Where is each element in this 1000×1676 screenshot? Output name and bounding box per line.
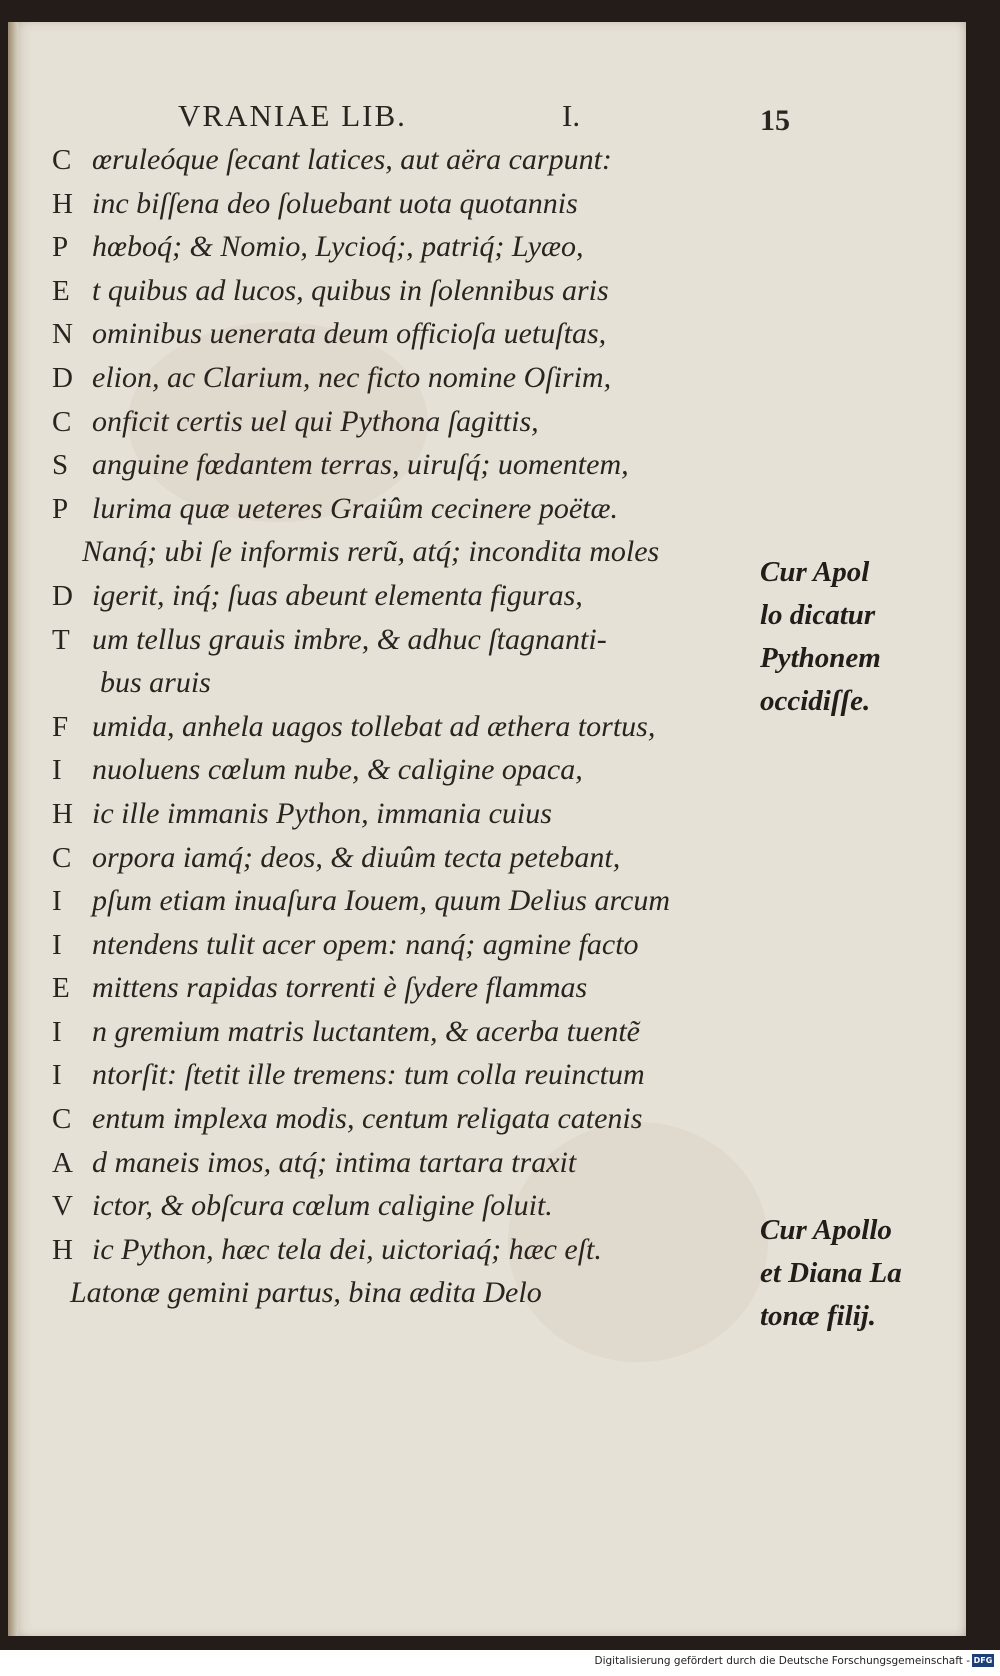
verse-text: d maneis imos, atq́; intima tartara traxit — [92, 1145, 577, 1179]
verse-line — [52, 1015, 732, 1059]
verse-line — [52, 753, 732, 797]
page-gutter-edge — [8, 22, 18, 1636]
verse-line — [52, 448, 732, 492]
verse-text: elion, ac Clarium, nec ficto nomine Oſirim, — [92, 360, 612, 394]
verse-line — [52, 535, 732, 579]
verse-text: n gremium matris luctantem, & acerba tuentẽ — [92, 1014, 640, 1048]
verse-line — [52, 492, 732, 536]
funding-credit: Digitalisierung gefördert durch die Deutsche Forschungsgemeinschaft - — [594, 1655, 970, 1667]
verse-text: orpora iamq́; deos, & diuûm tecta petebant, — [92, 840, 621, 874]
verse-line — [52, 1102, 732, 1146]
verse-text: ic Python, hæc tela dei, uictoriaq́; hæc eſt. — [92, 1232, 602, 1266]
verse-line — [52, 623, 732, 667]
verse-text: umida, anhela uagos tollebat ad æthera tortus, — [92, 709, 656, 743]
verse-text: t quibus ad lucos, quibus in ſolennibus aris — [92, 273, 609, 307]
verse-initial: T — [52, 623, 70, 656]
verse-line — [52, 187, 732, 231]
verse-text: lurima quæ ueteres Graiûm cecinere poëtæ. — [92, 491, 619, 525]
verse-line — [52, 1276, 732, 1320]
book-number: I. — [562, 98, 581, 133]
verse-line — [52, 928, 732, 972]
verse-initial: V — [52, 1190, 73, 1223]
verse-text: hœboq́; & Nomio, Lycioq́;, patriq́; Lyæo, — [92, 230, 584, 264]
verse-text: ominibus uenerata deum officioſa uetuſtas, — [92, 317, 607, 351]
verse-initial: A — [52, 1146, 73, 1179]
verse-line — [52, 884, 732, 928]
verse-text: mittens rapidas torrenti è ſydere flammas — [92, 971, 588, 1005]
verse-line — [52, 361, 732, 405]
verse-text: ntendens tulit acer opem: nanq́; agmine facto — [92, 927, 639, 961]
verse-line — [52, 274, 732, 318]
verse-initial: C — [52, 841, 72, 874]
gloss-line: et Diana La — [760, 1257, 902, 1289]
gloss-line: Cur Apol — [760, 556, 870, 588]
verse-initial: E — [52, 274, 70, 307]
verse-line-continuation — [52, 666, 732, 710]
gloss-line: lo dicatur — [760, 599, 876, 631]
verse-line — [52, 317, 732, 361]
verse-initial: N — [52, 318, 73, 351]
verse-text: um tellus grauis imbre, & adhuc ſtagnanti- — [92, 622, 607, 656]
folio-number: 15 — [760, 104, 790, 137]
verse-text: igerit, inq́; ſuas abeunt elementa figuras, — [92, 578, 583, 612]
verse-initial: E — [52, 972, 70, 1005]
gloss-line: Pythonem — [760, 642, 881, 674]
verse-initial: P — [52, 492, 69, 525]
verse-initial: I — [52, 754, 62, 787]
verse-text: ictor, & obſcura cœlum caligine ſoluit. — [92, 1189, 553, 1223]
verse-initial: H — [52, 187, 73, 220]
verse-line — [52, 710, 732, 754]
verse-text: nuoluens cœlum nube, & caligine opaca, — [92, 753, 583, 787]
verse-line — [52, 230, 732, 274]
verse-line — [52, 841, 732, 885]
margin-gloss-apollo-diana — [760, 1209, 960, 1338]
verse-text: ic ille immanis Python, immania cuius — [92, 796, 552, 830]
verse-text: anguine fœdantem terras, uiruſq́; uomentem, — [92, 448, 629, 482]
verse-text: inc biſſena deo ſoluebant uota quotannis — [92, 186, 578, 220]
gloss-line: occidiſſe. — [760, 685, 871, 717]
verse-initial: I — [52, 928, 62, 961]
margin-gloss-apollo-python — [760, 551, 960, 723]
verse-initial: I — [52, 1015, 62, 1048]
dfg-logo: DFG — [973, 1656, 993, 1665]
verse-text: pſum etiam inuaſura Iouem, quum Delius arcum — [92, 884, 670, 918]
verse-text: œruleóque ſecant latices, aut aëra carpunt: — [92, 143, 612, 176]
verse-line — [52, 1146, 732, 1190]
verse-initial: D — [52, 579, 73, 612]
verse-text: entum implexa modis, centum religata catenis — [92, 1102, 643, 1136]
verse-initial: P — [52, 231, 69, 264]
verse-initial: H — [52, 797, 73, 830]
verse-initial: D — [52, 361, 73, 394]
gloss-line: Cur Apollo — [760, 1214, 892, 1246]
verse-line — [52, 1189, 732, 1233]
running-head: VRANIAE LIB. — [178, 98, 407, 133]
verse-initial: I — [52, 885, 62, 918]
verse-initial: S — [52, 449, 69, 482]
verse-text: Latonæ gemini partus, bina ædita Delo — [70, 1276, 542, 1310]
verse-initial: H — [52, 1233, 73, 1266]
verse-initial: F — [52, 710, 69, 743]
verse-text: bus aruis — [100, 666, 211, 700]
gloss-line: tonæ filij. — [760, 1300, 877, 1332]
verse-initial: C — [52, 1103, 72, 1136]
verse-initial: I — [52, 1059, 62, 1092]
verse-line — [52, 1058, 732, 1102]
verse-initial: C — [52, 405, 72, 438]
verse-line — [52, 405, 732, 449]
verse-line — [52, 143, 732, 187]
verse-text: ntorſit: ſtetit ille tremens: tum colla reuinctum — [92, 1058, 645, 1092]
verse-text: onficit certis uel qui Pythona ſagittis, — [92, 404, 539, 438]
verse-block — [52, 143, 732, 1320]
verse-initial: C — [52, 144, 72, 176]
verse-line — [52, 579, 732, 623]
verse-line — [52, 971, 732, 1015]
verse-text: Nanq́; ubi ſe informis rerũ, atq́; incondita moles — [82, 535, 660, 569]
verse-line — [52, 1233, 732, 1277]
verse-line — [52, 797, 732, 841]
